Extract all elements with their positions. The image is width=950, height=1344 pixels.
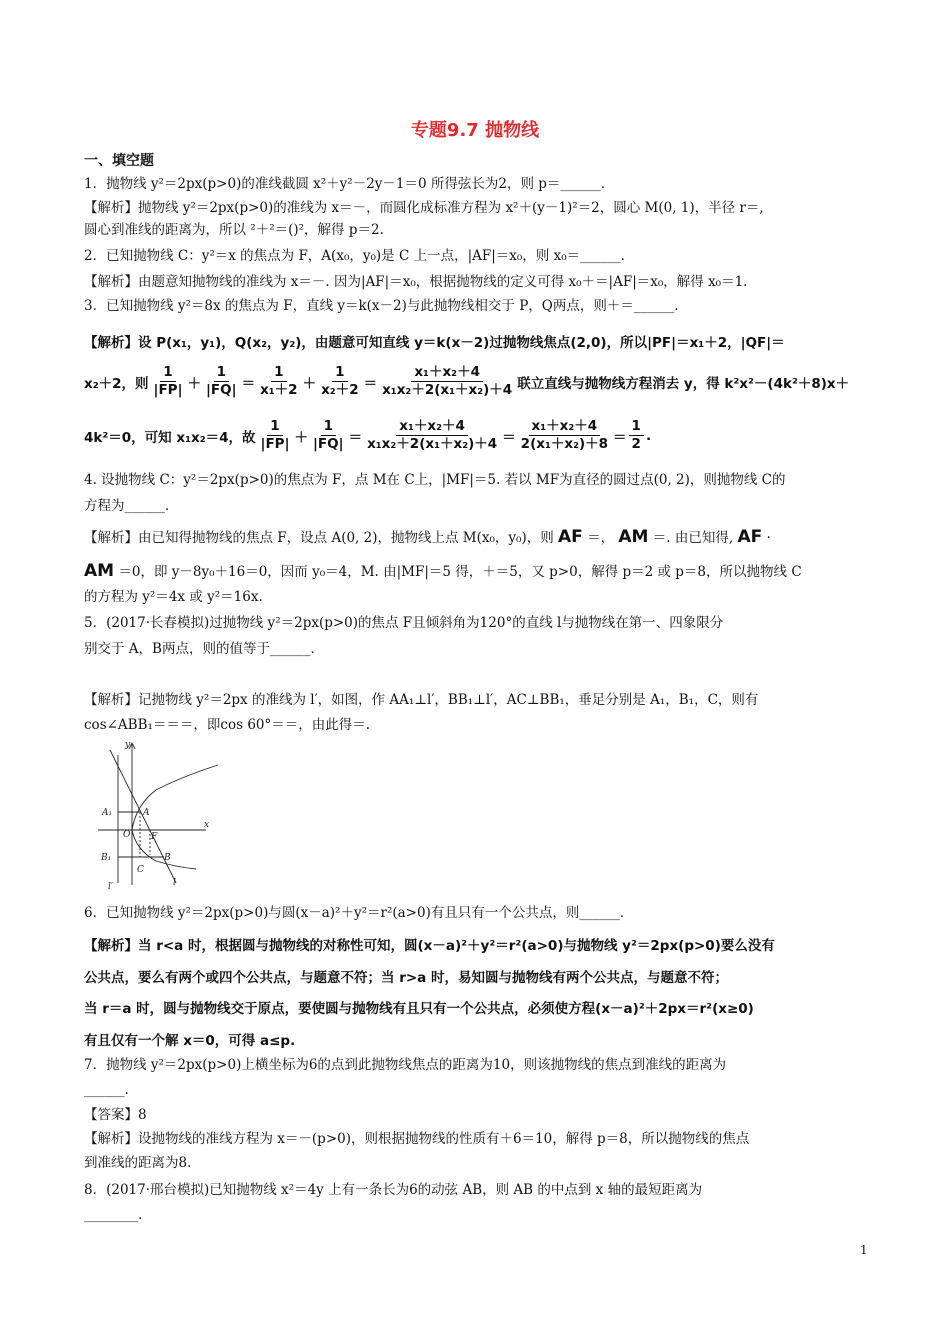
fig-label-a: A <box>143 808 150 818</box>
q6-solution-line2: 公共点，要么有两个或四个公共点，与题意不符；当 r>a 时，易知圆与抛物线有两个公共点，与题意不符； <box>84 970 728 986</box>
q5-question-line1: 5．(2017·长春模拟)过抛物线 y²＝2px(p>0)的焦点 F且倾斜角为120°的直线 l与抛物线在第一、四象限分 <box>84 615 724 631</box>
fraction: $\frac{1}{\text{x₂＋2}}$ <box>321 364 359 398</box>
fig-label-a1: A₁ <box>102 808 113 818</box>
vector-am: AM <box>84 561 115 581</box>
q5-solution-line1: 【解析】记抛物线 y²＝2px 的准线为 l′，如图，作 AA₁⊥l′，BB₁⊥l′，AC⊥BB₁，垂足分别是 A₁，B₁，C，则有 <box>84 692 759 708</box>
vector-am: AM <box>618 527 649 547</box>
q3-solution-row2: x₂＋2，则 $\frac{1}{|FP|}$ ＋ $\frac{1}{|FQ|}$ ＝ $\frac{1}{\text{x₁＋2}}$ ＋ $\frac{1}{\text{x₂＋2}}$ ＝ $\frac{\text{x₁＋x₂＋4}}{\text{x₁x₂＋2(x₁＋x₂)＋4}}$ 联立直线与抛物线方程消去 y，得 k²x²－(4k²＋8)x＋ <box>84 364 850 398</box>
q1-solution-line2: 圆心到准线的距离为，所以 ²＋²＝()²，解得 p＝2. <box>84 222 384 238</box>
q3-row2-tail: 联立直线与抛物线方程消去 y，得 k²x²－(4k²＋8)x＋ <box>517 375 850 392</box>
q3-solution-row3: 4k²＝0，可知 x₁x₂＝4，故 $\frac{1}{|FP|}$ ＋ $\frac{1}{|FQ|}$ ＝ $\frac{\text{x₁＋x₂＋4}}{\text{x₁x₂＋2(x₁＋x₂)＋4}}$ ＝ $\frac{\text{x₁＋x₂＋4}}{\text{2(x₁＋x₂)＋8}}$ ＝ $\frac{1}{2}$ . <box>84 418 652 452</box>
fig-label-l: l <box>173 878 176 888</box>
q6-question: 6．已知抛物线 y²＝2px(p>0)与圆(x－a)²＋y²＝r²(a>0)有且只有一个公共点，则______． <box>84 905 634 921</box>
fraction: $\frac{1}{2}$ <box>629 418 644 453</box>
q6-solution-line1: 【解析】当 r<a 时，根据圆与抛物线的对称性可知，圆(x－a)²＋y²＝r²(a>0)与抛物线 y²＝2px(p>0)要么没有 <box>84 938 775 954</box>
q5-solution-line2: cos∠ABB₁＝＝＝，即cos 60°＝＝，由此得＝. <box>84 717 371 733</box>
q8-question-line2: ________. <box>84 1207 143 1223</box>
q7-solution-line2: 到准线的距离为8. <box>84 1155 192 1171</box>
q4-question-line2: 方程为______． <box>84 498 179 514</box>
q4-question-line1: 4. 设抛物线 C：y²＝2px(p>0)的焦点为 F，点 M在 C上，|MF|＝5. 若以 MF为直径的圆过点(0, 2)，则抛物线 C的 <box>84 472 786 488</box>
fig-label-o: O <box>123 830 131 840</box>
q3-row3-lead: 4k²＝0，可知 x₁x₂＝4，故 <box>84 429 256 446</box>
vector-af: AF <box>737 527 763 547</box>
q1-question: 1．抛物线 y²＝2px(p>0)的准线截圆 x²＋y²－2y－1＝0 所得弦长为2，则 p＝______． <box>84 176 615 192</box>
q7-question-line1: 7．抛物线 y²＝2px(p>0)上横坐标为6的点到此抛物线焦点的距离为10，则该抛物线的焦点到准线的距离为 <box>84 1057 727 1073</box>
q4-solution-line3: 的方程为 y²＝4x 或 y²＝16x. <box>84 589 263 605</box>
vector-af: AF <box>558 527 583 547</box>
fig-label-l-prime: l′ <box>108 882 113 890</box>
q2-solution: 【解析】由题意知抛物线的准线为 x＝－. 因为|AF|＝x₀，根据抛物线的定义可得 x₀＋＝|AF|＝x₀，解得 x₀＝1. <box>84 274 748 290</box>
fraction: $\frac{1}{|FP|}$ <box>260 418 290 452</box>
q4-solution-line1: 【解析】由已知得抛物线的焦点 F，设点 A(0, 2)，抛物线上点 M(x₀，y₀)，则 AF ＝， AM ＝. 由已知得, AF · <box>84 527 771 547</box>
page-number: 1 <box>860 1243 868 1257</box>
fig-label-b1: B₁ <box>101 853 112 863</box>
section-heading: 一、填空题 <box>84 153 154 169</box>
fraction: $\frac{1}{|FQ|}$ <box>206 364 237 398</box>
q3-question: 3．已知抛物线 y²＝8x 的焦点为 F，直线 y＝k(x－2)与此抛物线相交于 P，Q两点，则＋＝______． <box>84 298 688 314</box>
q7-answer: 【答案】8 <box>84 1107 147 1123</box>
q7-solution-line1: 【解析】设抛物线的准线方程为 x＝－(p>0)，则根据抛物线的性质有＋6＝10，解得 p＝8，所以抛物线的焦点 <box>84 1131 750 1147</box>
fraction: $\frac{1}{\text{x₁＋2}}$ <box>260 364 298 398</box>
fraction: $\frac{\text{x₁＋x₂＋4}}{\text{x₁x₂＋2(x₁＋x₂)＋4}}$ <box>382 364 513 398</box>
q4-solution-line2: AM ＝0，即 y－8y₀＋16＝0，因而 y₀＝4，M. 由|MF|＝5 得，＋＝5，又 p>0，解得 p＝2 或 p＝8，所以抛物线 C <box>84 561 802 581</box>
q7-question-line2: ______. <box>84 1082 129 1098</box>
q2-question: 2．已知抛物线 C：y²＝x 的焦点为 F，A(x₀，y₀)是 C 上一点，|AF|＝x₀，则 x₀＝______． <box>84 248 635 264</box>
q5-question-line2: 别交于 A，B两点，则的值等于______． <box>84 641 324 657</box>
fig-label-y: y <box>125 740 131 750</box>
q8-question-line1: 8．(2017·邢台模拟)已知抛物线 x²＝4y 上有一条长为6的动弦 AB，则 AB 的中点到 x 轴的最短距离为 <box>84 1182 703 1198</box>
q3-row2-lead: x₂＋2，则 <box>84 375 149 392</box>
q6-solution-line3: 当 r＝a 时，圆与抛物线交于原点，要使圆与抛物线有且只有一个公共点，必须使方程(x－a)²＋2px＝r²(x≥0) <box>84 1001 754 1017</box>
fig-label-c: C <box>137 865 144 875</box>
fraction: $\frac{1}{|FQ|}$ <box>313 418 344 452</box>
fraction: $\frac{\text{x₁＋x₂＋4}}{\text{x₁x₂＋2(x₁＋x₂)＋4}}$ <box>367 418 498 452</box>
q6-solution-line4: 有且仅有一个解 x＝0，可得 a≤p. <box>84 1033 296 1049</box>
page-title: 专题9.7 抛物线 <box>410 120 540 141</box>
fraction: $\frac{\text{x₁＋x₂＋4}}{\text{2(x₁＋x₂)＋8}}$ <box>520 418 609 452</box>
fig-label-x: x <box>204 820 210 830</box>
fraction: $\frac{1}{|FP|}$ <box>153 364 183 398</box>
fig-label-f: F <box>151 832 158 842</box>
parabola-figure <box>96 735 226 890</box>
fig-label-b: B <box>164 853 171 863</box>
q1-solution-line1: 【解析】抛物线 y²＝2px(p>0)的准线为 x＝－，而圆化成标准方程为 x²＋(y－1)²＝2，圆心 M(0, 1)，半径 r＝, <box>84 200 764 216</box>
q3-solution-row1: 【解析】设 P(x₁，y₁)，Q(x₂，y₂)，由题意可知直线 y＝k(x－2)过抛物线焦点(2,0)，所以|PF|＝x₁＋2，|QF|＝ <box>84 335 785 351</box>
